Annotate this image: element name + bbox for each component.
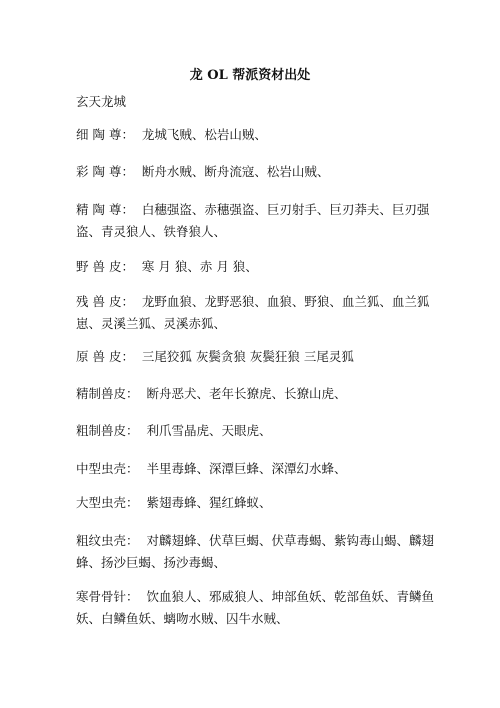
entry-text: 对麟翅蜂、伏草巨蝎、伏草毒蝎、紫钩毒山蝎、麟翅蜂、扬沙巨蝎、扬沙毒蝎、 [76, 533, 434, 570]
entry-2 [76, 199, 446, 243]
entry-text: 饮血狼人、邪威狼人、坤部鱼妖、乾部鱼妖、青鳞鱼妖、白鳞鱼妖、螭吻水贼、囚牛水贼、 [76, 589, 434, 626]
entry-7 [76, 420, 446, 442]
entry-text: 断舟恶犬、老年长獠虎、长獠山虎、 [146, 386, 347, 401]
entry-label: 精制兽皮： [76, 386, 139, 401]
entry-label: 残 兽 皮： [76, 294, 134, 309]
entry-text: 紫翅毒蜂、猩红蜂蚁、 [146, 495, 272, 510]
entry-text: 龙野血狼、龙野恶狼、血狼、野狼、血兰狐、血兰狐崽、灵溪兰狐、灵溪赤狐、 [76, 294, 430, 331]
entry-text: 白穗强盗、赤穗强盗、巨刃射手、巨刃莽夫、巨刃强盗、青灵狼人、铁脊狼人、 [76, 202, 430, 239]
entry-text: 三尾狡狐 灰鬓贪狼 灰鬓狂狼 三尾灵狐 [141, 349, 354, 364]
document-title: 龙 OL 帮派资材出处 [189, 68, 311, 83]
entry-label: 寒骨骨针： [76, 589, 139, 604]
entry-8 [76, 458, 446, 480]
entry-label: 粗纹虫壳： [76, 533, 139, 548]
entry-label: 中型虫壳： [76, 461, 139, 476]
entry-label: 精 陶 尊： [76, 202, 134, 217]
entry-label: 细 陶 尊： [76, 127, 134, 142]
entry-label: 野 兽 皮： [76, 259, 134, 274]
entry-text: 半里毒蜂、深潭巨蜂、深潭幻水蜂、 [146, 461, 347, 476]
entry-1 [76, 161, 446, 183]
section-heading: 玄天龙城 [76, 94, 127, 109]
entry-text: 龙城飞贼、松岩山贼、 [141, 127, 267, 142]
entry-11 [76, 586, 446, 630]
entry-label: 彩 陶 尊： [76, 164, 134, 179]
entry-9 [76, 492, 446, 514]
entry-label: 大型虫壳： [76, 495, 139, 510]
entry-10 [76, 530, 446, 574]
entry-text: 利爪雪晶虎、天眼虎、 [146, 423, 272, 438]
entry-text: 寒 月 狼、赤 月 狼、 [141, 259, 258, 274]
entry-3 [76, 256, 446, 278]
entry-0 [76, 124, 446, 146]
entry-5 [76, 346, 446, 368]
entry-label: 原 兽 皮： [76, 349, 134, 364]
entry-6 [76, 383, 446, 405]
entry-4 [76, 291, 446, 335]
entry-text: 断舟水贼、断舟流寇、松岩山贼、 [141, 164, 330, 179]
entry-label: 粗制兽皮： [76, 423, 139, 438]
